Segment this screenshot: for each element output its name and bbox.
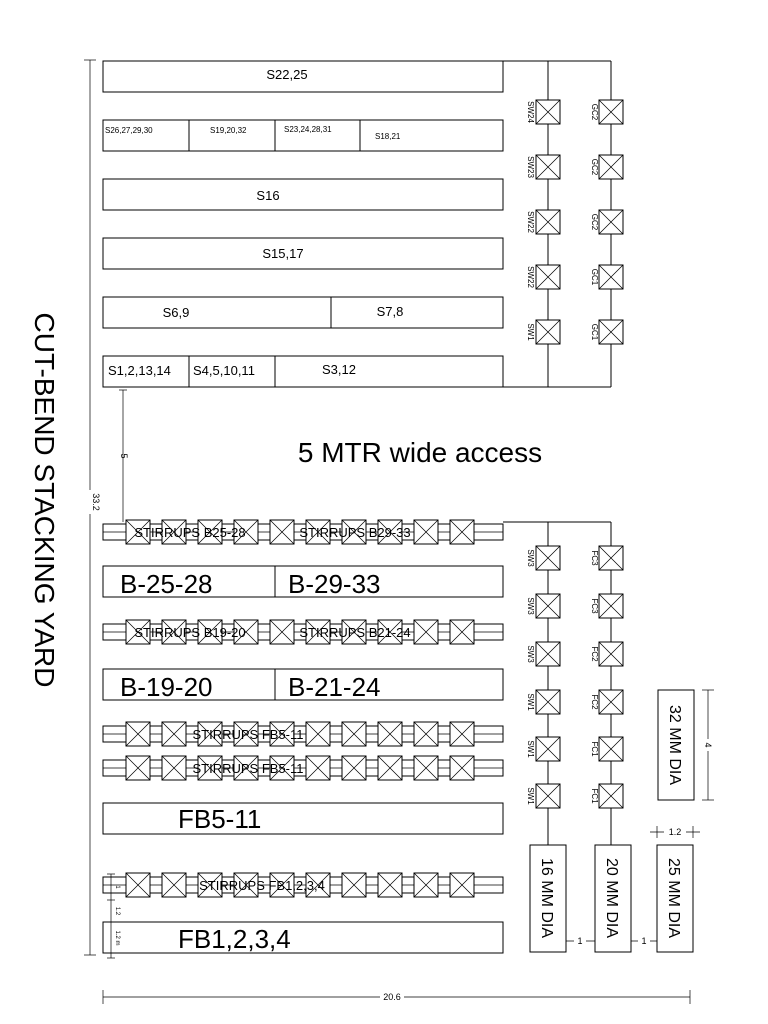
bay-label: S18,21 — [375, 132, 401, 141]
stirrup-bundle — [414, 756, 438, 780]
stirrup-bundle — [450, 620, 474, 644]
rack-label: 32 MM DIA — [666, 704, 683, 786]
machine-label: SW1 — [526, 693, 535, 711]
machine-symbol — [536, 210, 560, 234]
stirrup-label: STIRRUPS B29-33 — [299, 525, 411, 540]
rack-spacing-label: 1 — [641, 936, 647, 946]
machine-label: GC1 — [590, 323, 599, 341]
stirrup-label: STIRRUPS B25-28 — [134, 525, 246, 540]
bay-label: S3,12 — [322, 362, 356, 377]
rack-height-label: 4 — [703, 742, 713, 748]
bay-label: S15,17 — [262, 246, 304, 261]
machine-symbol — [599, 546, 623, 570]
machine-symbol — [536, 155, 560, 179]
machine-label: SW24 — [526, 101, 535, 123]
machine-label: FC2 — [590, 694, 599, 710]
machine-symbol — [536, 642, 560, 666]
machine-label: SW22 — [526, 211, 535, 233]
overall-width-label: 20.6 — [383, 992, 401, 1002]
bay-label: S22,25 — [266, 67, 308, 82]
bay-label: B-21-24 — [288, 672, 381, 702]
machine-symbol — [599, 784, 623, 808]
stirrup-bundle — [342, 756, 366, 780]
machine-symbol — [599, 155, 623, 179]
stirrup-bundle — [270, 620, 294, 644]
stirrup-bundle — [126, 756, 150, 780]
stirrup-bundle — [378, 756, 402, 780]
stirrup-label: STIRRUPS FB1,2,3,4 — [199, 878, 325, 893]
machine-symbol — [599, 320, 623, 344]
stirrup-bundle — [162, 722, 186, 746]
machine-label: SW23 — [526, 156, 535, 178]
rebar-racks — [530, 690, 714, 952]
overall-height-label: 33.2 — [91, 493, 101, 511]
stirrup-bundle — [378, 873, 402, 897]
rack-width-label: 1.2 — [668, 827, 682, 837]
stirrup-bundle — [342, 722, 366, 746]
stirrup-bundle — [414, 520, 438, 544]
machine-label: GC2 — [590, 158, 599, 176]
access-dimension — [119, 390, 129, 522]
machine-label: FC3 — [590, 598, 599, 614]
rack-spacing-label: 1 — [577, 936, 583, 946]
machine-symbol — [599, 265, 623, 289]
machine-symbol — [599, 737, 623, 761]
machine-label: GC1 — [590, 268, 599, 286]
machine-symbol — [536, 320, 560, 344]
stirrup-bundle — [306, 722, 330, 746]
machine-label: SW3 — [526, 645, 535, 663]
machine-symbol — [599, 642, 623, 666]
stirrup-bundle — [414, 620, 438, 644]
bay-label: S16 — [256, 188, 280, 203]
machine-symbol — [536, 690, 560, 714]
stirrup-bundle — [162, 873, 186, 897]
bay-label: S23,24,28,31 — [284, 125, 332, 134]
bay-label: FB1,2,3,4 — [178, 924, 291, 954]
bay-label: S7,8 — [376, 304, 404, 319]
small-dim-label: 1.2 m — [114, 930, 120, 946]
bay-label: B-19-20 — [120, 672, 213, 702]
bay-label: S26,27,29,30 — [105, 126, 153, 135]
stirrup-row — [103, 520, 503, 544]
machine-label: GC2 — [590, 213, 599, 231]
bay-label: S4,5,10,11 — [193, 363, 255, 378]
stirrup-bundle — [414, 722, 438, 746]
rack-label: 20 MM DIA — [603, 857, 620, 939]
machine-label: SW3 — [526, 549, 535, 567]
machine-label: GC2 — [590, 103, 599, 121]
machine-label: SW1 — [526, 323, 535, 341]
machine-symbol — [536, 737, 560, 761]
bay-label: S1,2,13,14 — [108, 363, 171, 378]
top-storage-area — [103, 61, 623, 387]
bay-label: B-29-33 — [288, 569, 381, 599]
stirrup-bundle — [162, 756, 186, 780]
stirrup-bundle — [342, 873, 366, 897]
machine-label: SW3 — [526, 597, 535, 615]
machine-label: SW1 — [526, 740, 535, 758]
stirrup-bundle — [450, 520, 474, 544]
small-dim-label: 1 — [114, 885, 120, 889]
stirrup-bundle — [126, 873, 150, 897]
stirrup-row — [103, 620, 503, 644]
stirrup-row — [103, 756, 503, 780]
overall-width-dimension — [103, 990, 690, 1004]
stirrup-label: STIRRUPS FB5-11 — [192, 727, 304, 742]
bay-label: FB5-11 — [178, 804, 262, 834]
machine-label: SW1 — [526, 787, 535, 805]
machine-label: SW22 — [526, 266, 535, 288]
machine-label: FC1 — [590, 741, 599, 757]
access-gap-label: 5 — [119, 453, 129, 459]
rack-label: 16 MM DIA — [538, 857, 555, 939]
stirrup-label: STIRRUPS FB5-11 — [192, 761, 304, 776]
bay-label: S19,20,32 — [210, 126, 247, 135]
machine-symbol — [536, 100, 560, 124]
drawing-title: CUT-BEND STACKING YARD — [29, 312, 60, 688]
machine-symbol — [536, 546, 560, 570]
machine-symbol — [599, 690, 623, 714]
stirrup-bundle — [378, 722, 402, 746]
stirrup-bundle — [126, 722, 150, 746]
stirrup-bundle — [270, 520, 294, 544]
machine-symbol — [536, 265, 560, 289]
machine-label: FC1 — [590, 788, 599, 804]
bay-label: B-25-28 — [120, 569, 213, 599]
stirrup-row — [103, 873, 503, 897]
stirrup-label: STIRRUPS B19-20 — [134, 625, 246, 640]
small-dim-label: 1.2 — [114, 906, 120, 916]
overall-height-dimension — [84, 60, 101, 955]
stirrup-bundle — [450, 873, 474, 897]
stirrup-row — [103, 722, 503, 746]
machine-symbol — [599, 210, 623, 234]
machine-symbol — [599, 100, 623, 124]
machine-label: FC2 — [590, 646, 599, 662]
machine-symbol — [536, 784, 560, 808]
access-label: 5 MTR wide access — [297, 437, 543, 468]
stirrup-bundle — [450, 756, 474, 780]
stirrup-bundle — [306, 756, 330, 780]
bay-label: S6,9 — [162, 305, 190, 320]
stirrup-bundle — [414, 873, 438, 897]
machine-symbol — [536, 594, 560, 618]
stirrup-label: STIRRUPS B21-24 — [299, 625, 411, 640]
rack-label: 25 MM DIA — [665, 857, 682, 939]
machine-symbol — [599, 594, 623, 618]
machine-label: FC3 — [590, 550, 599, 566]
stirrup-bundle — [450, 722, 474, 746]
